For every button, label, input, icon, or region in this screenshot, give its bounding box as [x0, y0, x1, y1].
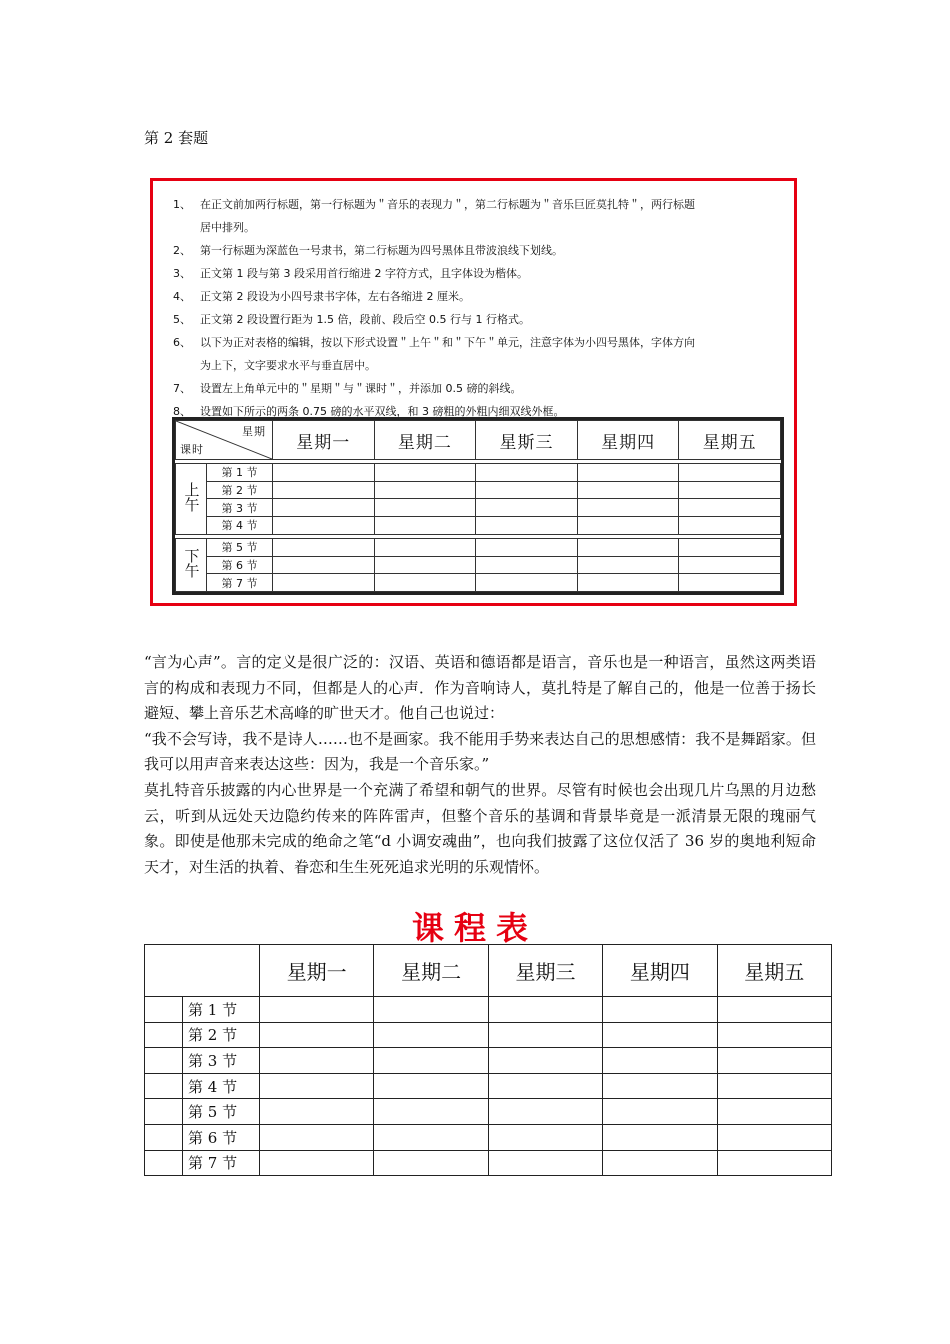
- period-label: 第 5 节: [183, 1099, 260, 1125]
- day-header: 星期一: [260, 945, 374, 997]
- instruction-continuation: 居中排列。: [200, 221, 255, 234]
- table-row: [145, 1022, 832, 1048]
- body-text: [144, 650, 816, 880]
- table-row: [145, 1099, 832, 1125]
- paragraph: “我不会写诗，我不是诗人……也不是画家。我不能用手势来表达自己的思想感情：我不是舞蹈家。但我可以用声音来表达这些：因为，我是一个音乐家。”: [144, 729, 816, 774]
- instruction-number: 5、: [173, 313, 191, 326]
- table-row: [145, 1124, 832, 1150]
- instruction-item: [173, 308, 783, 331]
- instruction-item: [173, 239, 783, 262]
- table-row: [145, 1048, 832, 1074]
- period-label: 第 7 节: [207, 574, 273, 592]
- instruction-number: 6、: [173, 336, 191, 349]
- day-header: 星期二: [374, 421, 476, 460]
- table-row: [145, 997, 832, 1023]
- instruction-item: [173, 377, 783, 400]
- paragraph: 莫扎特音乐披露的内心世界是一个充满了希望和朝气的世界。尽管有时候也会出现几片乌黑的月边愁云，听到从远处天边隐约传来的阵阵雷声，但整个音乐的基调和背景毕竟是一派清景无限的瑰丽气象。即使是他那未完成的绝命之笔“d 小调安魂曲”，也向我们披露了这位仅活了 36 岁的奥地利短命天才，对生活的执着、眷恋和生生死死追求光明的乐观情怀。: [144, 780, 816, 876]
- day-header: 星期二: [374, 945, 488, 997]
- instruction-number: 1、: [173, 198, 191, 211]
- instruction-text: 正文第 2 段设置行距为 1.5 倍，段前、段后空 0.5 行与 1 行格式。: [200, 313, 530, 326]
- period-label: 第 3 节: [207, 499, 273, 517]
- instruction-text: 正文第 2 段设为小四号隶书字体，左右各缩进 2 厘米。: [200, 290, 470, 303]
- instruction-number: 2、: [173, 244, 191, 257]
- period-label: 第 1 节: [207, 464, 273, 482]
- instruction-item: [173, 262, 783, 285]
- corner-weekday-label: 星期: [242, 425, 266, 438]
- period-label: 第 3 节: [183, 1048, 260, 1074]
- instruction-text: 在正文前加两行标题，第一行标题为＂音乐的表现力＂，第二行标题为＂音乐巨匠莫扎特＂，两行标题: [200, 198, 695, 211]
- afternoon-text: 下午: [182, 547, 201, 578]
- day-header: 星期四: [577, 421, 679, 460]
- morning-text: 上午: [182, 481, 201, 512]
- table-row: [145, 1150, 832, 1176]
- instruction-item: [173, 331, 783, 354]
- instruction-continuation: 为上下，文字要求水平与垂直居中。: [200, 359, 376, 372]
- day-header: 星期三: [488, 945, 602, 997]
- instruction-item: [173, 193, 783, 216]
- day-header: 星斯三: [476, 421, 578, 460]
- day-header: 星期四: [603, 945, 717, 997]
- instruction-text: 以下为正对表格的编辑，按以下形式设置＂上午＂和＂下午＂单元，注意字体为小四号黑体，字体方向: [200, 336, 695, 349]
- period-label: 第 4 节: [183, 1073, 260, 1099]
- instruction-figure: [150, 178, 797, 606]
- instruction-list: [173, 193, 783, 423]
- paragraph: “言为心声”。言的定义是很广泛的：汉语、英语和德语都是语言，音乐也是一种语言，虽然这两类语言的构成和表现力不同，但都是人的心声．作为音响诗人，莫扎特是了解自己的，他是一位善于扬长避短、攀上音乐艺术高峰的旷世天才。他自己也说过：: [144, 653, 816, 723]
- corner-period-label: 课时: [180, 443, 204, 456]
- period-label: 第 5 节: [207, 538, 273, 556]
- corner-cell: [145, 945, 260, 997]
- day-header: 星期一: [273, 421, 375, 460]
- instruction-number: 4、: [173, 290, 191, 303]
- period-label: 第 1 节: [183, 997, 260, 1023]
- period-label: 第 7 节: [183, 1150, 260, 1176]
- exercise-heading: 第 2 套题: [144, 129, 209, 147]
- morning-label: [176, 464, 207, 535]
- instruction-text: 设置左上角单元中的＂星期＂与＂课时＂，并添加 0.5 磅的斜线。: [200, 382, 522, 395]
- instruction-item: [173, 285, 783, 308]
- sample-schedule-table: [172, 417, 784, 595]
- day-header: 星期五: [717, 945, 831, 997]
- period-label: 第 2 节: [183, 1022, 260, 1048]
- corner-cell: [176, 421, 273, 460]
- instruction-text: 第一行标题为深蓝色一号隶书，第二行标题为四号黑体且带波浪线下划线。: [200, 244, 563, 257]
- period-label: 第 2 节: [207, 481, 273, 499]
- period-label: 第 6 节: [207, 556, 273, 574]
- instruction-text: 设置如下所示的两条 0.75 磅的水平双线，和 3 磅粗的外粗内细双线外框。: [200, 405, 565, 418]
- instruction-number: 8、: [173, 405, 191, 418]
- schedule-title: 课程表: [411, 909, 538, 947]
- period-label: 第 4 节: [207, 517, 273, 535]
- table-row: [145, 1073, 832, 1099]
- instruction-number: 3、: [173, 267, 191, 280]
- day-header: 星期五: [679, 421, 781, 460]
- schedule-table: [144, 944, 832, 1176]
- instruction-number: 7、: [173, 382, 191, 395]
- period-label: 第 6 节: [183, 1124, 260, 1150]
- instruction-text: 正文第 1 段与第 3 段采用首行缩进 2 字符方式，且字体设为楷体。: [200, 267, 528, 280]
- afternoon-label: [176, 538, 207, 591]
